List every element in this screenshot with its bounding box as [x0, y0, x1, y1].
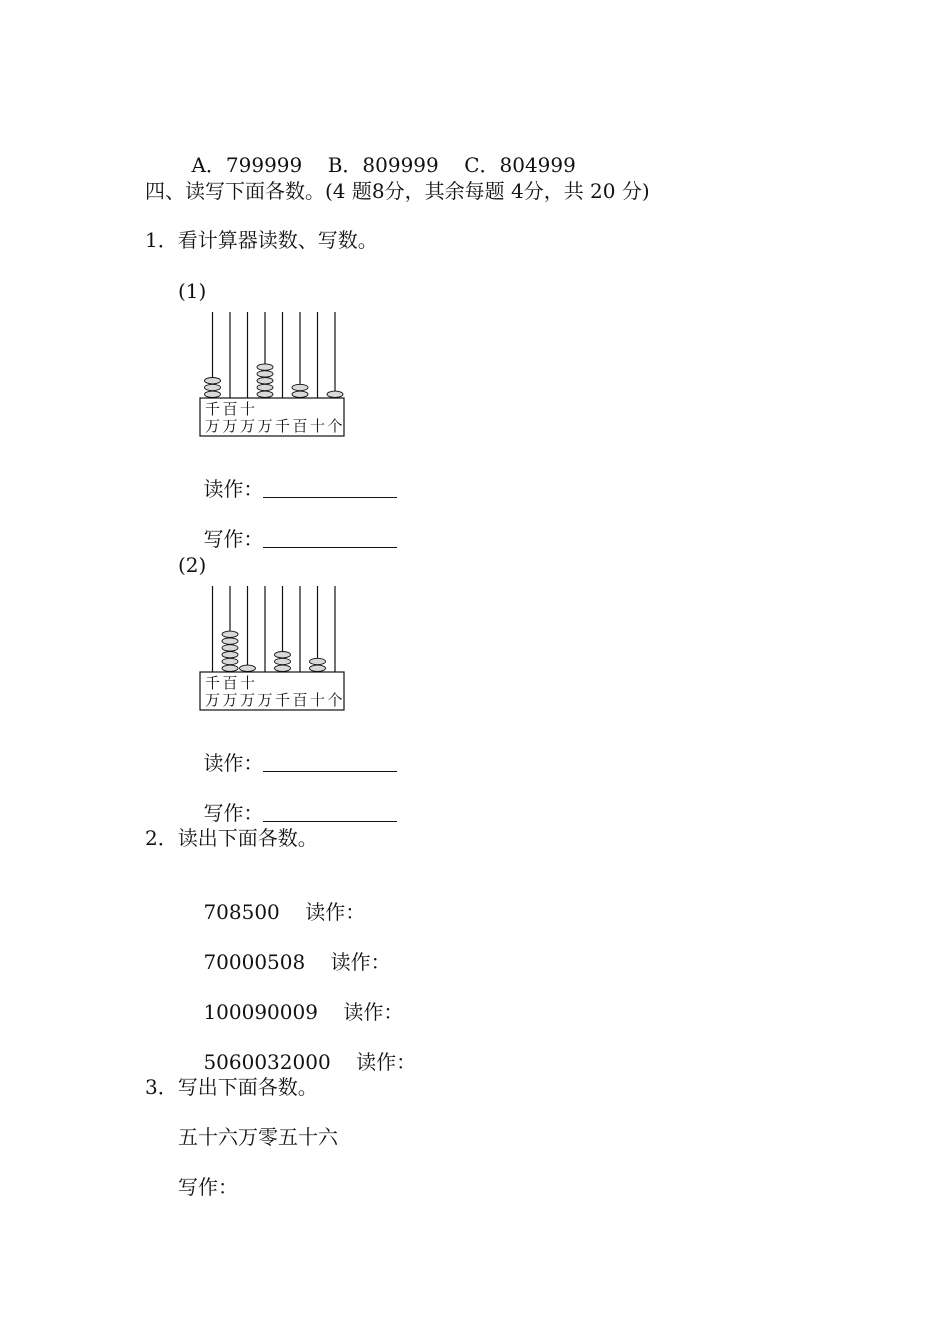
q2-row-4-label: 读作： [356, 1050, 417, 1074]
q1-item1-read-label: 读作： [203, 477, 264, 501]
abacus-2-place-label-bottom: 万 [257, 691, 273, 709]
option-b-label: B． [327, 153, 363, 177]
abacus-2-place-label-top: 百 [222, 674, 238, 692]
q1-item2-read-label: 读作： [203, 751, 264, 775]
abacus-2-place-label-bottom: 千 [274, 691, 291, 709]
abacus-1-place-label-top: 十 [239, 400, 256, 418]
q3-text: 五十六万零五十六 [178, 1125, 338, 1149]
option-b-value: 809999 [362, 153, 439, 177]
abacus-2-bead [222, 631, 238, 637]
abacus-2-place-label-bottom: 万 [204, 691, 221, 709]
abacus-1-bead [205, 384, 221, 390]
abacus-2-bead [222, 665, 238, 671]
option-c-label: C． [464, 153, 500, 177]
abacus-1-bead [257, 384, 273, 390]
abacus-2-bead [222, 638, 238, 644]
q1-item2-write-blank[interactable] [263, 801, 397, 822]
abacus-2-bead [275, 652, 291, 658]
abacus-1-place-label-bottom: 个 [327, 417, 343, 435]
q2-row-1-label: 读作： [305, 900, 366, 924]
abacus-1-bead [257, 371, 273, 377]
q2-row-3-label: 读作： [343, 1000, 404, 1024]
q1-item2-label: (2) [178, 553, 207, 577]
q1-title: 1．看计算器读数、写数。 [145, 228, 378, 252]
abacus-1-place-label-bottom: 万 [204, 417, 221, 435]
abacus-1-place-label-bottom: 万 [222, 417, 238, 435]
q2-row-1-number: 708500 [203, 900, 280, 924]
abacus-2-bead [275, 665, 291, 671]
q1-item1-label: (1) [178, 279, 207, 303]
q1-item2-read-blank[interactable] [263, 751, 397, 772]
abacus-2-bead [222, 652, 238, 658]
abacus-2-bead [222, 645, 238, 651]
abacus-2-place-label-bottom: 万 [239, 691, 256, 709]
abacus-1-bead [205, 391, 221, 397]
abacus-1-bead [292, 391, 308, 397]
abacus-2-place-label-bottom: 个 [327, 691, 343, 709]
q1-item1-read-blank[interactable] [263, 477, 397, 498]
q2-row-3-number: 100090009 [203, 1000, 318, 1024]
abacus-2-place-label-bottom: 十 [309, 691, 326, 709]
abacus-2-place-label-bottom: 万 [222, 691, 238, 709]
option-c-value: 804999 [499, 153, 576, 177]
abacus-1-bead [257, 378, 273, 384]
abacus-2 [196, 584, 356, 712]
abacus-1-place-label-top: 百 [222, 400, 238, 418]
q1-item1-write-label: 写作： [203, 527, 264, 551]
abacus-1-bead [292, 384, 308, 390]
abacus-2-place-label-top: 十 [239, 674, 256, 692]
q1-item1-write-blank[interactable] [263, 527, 397, 548]
abacus-2-place-label-bottom: 百 [292, 691, 308, 709]
abacus-1-bead [327, 391, 343, 397]
abacus-1-bead [205, 378, 221, 384]
abacus-2-bead [275, 658, 291, 664]
q2-title: 2．读出下面各数。 [145, 826, 318, 850]
abacus-1-place-label-bottom: 万 [257, 417, 273, 435]
abacus-1 [196, 310, 356, 438]
abacus-2-place-label-top: 千 [204, 674, 221, 692]
q2-row-2-number: 70000508 [203, 950, 306, 974]
abacus-1-bead [257, 391, 273, 397]
q3-write-label: 写作： [178, 1175, 238, 1199]
abacus-2-bead [222, 658, 238, 664]
q1-item2-write-label: 写作： [203, 801, 264, 825]
abacus-1-bead [257, 364, 273, 370]
section-4-title: 四、读写下面各数。(4 题8分，其余每题 4分，共 20 分) [145, 179, 650, 203]
abacus-1-place-label-bottom: 千 [274, 417, 291, 435]
abacus-1-drawing [196, 310, 356, 438]
q1-item1-write-row [178, 503, 397, 575]
option-a-label: A． [191, 153, 226, 177]
abacus-1-place-label-top: 千 [204, 400, 221, 418]
option-a-value: 799999 [225, 153, 303, 177]
abacus-2-drawing [196, 584, 356, 712]
abacus-1-place-label-bottom: 十 [309, 417, 326, 435]
abacus-1-place-label-bottom: 百 [292, 417, 308, 435]
abacus-2-bead [240, 665, 256, 671]
q3-title: 3．写出下面各数。 [145, 1075, 318, 1099]
q2-row-4-number: 5060032000 [203, 1050, 331, 1074]
abacus-2-bead [310, 665, 326, 671]
abacus-2-bead [310, 658, 326, 664]
abacus-1-place-label-bottom: 万 [239, 417, 256, 435]
q2-row-2-label: 读作： [330, 950, 391, 974]
